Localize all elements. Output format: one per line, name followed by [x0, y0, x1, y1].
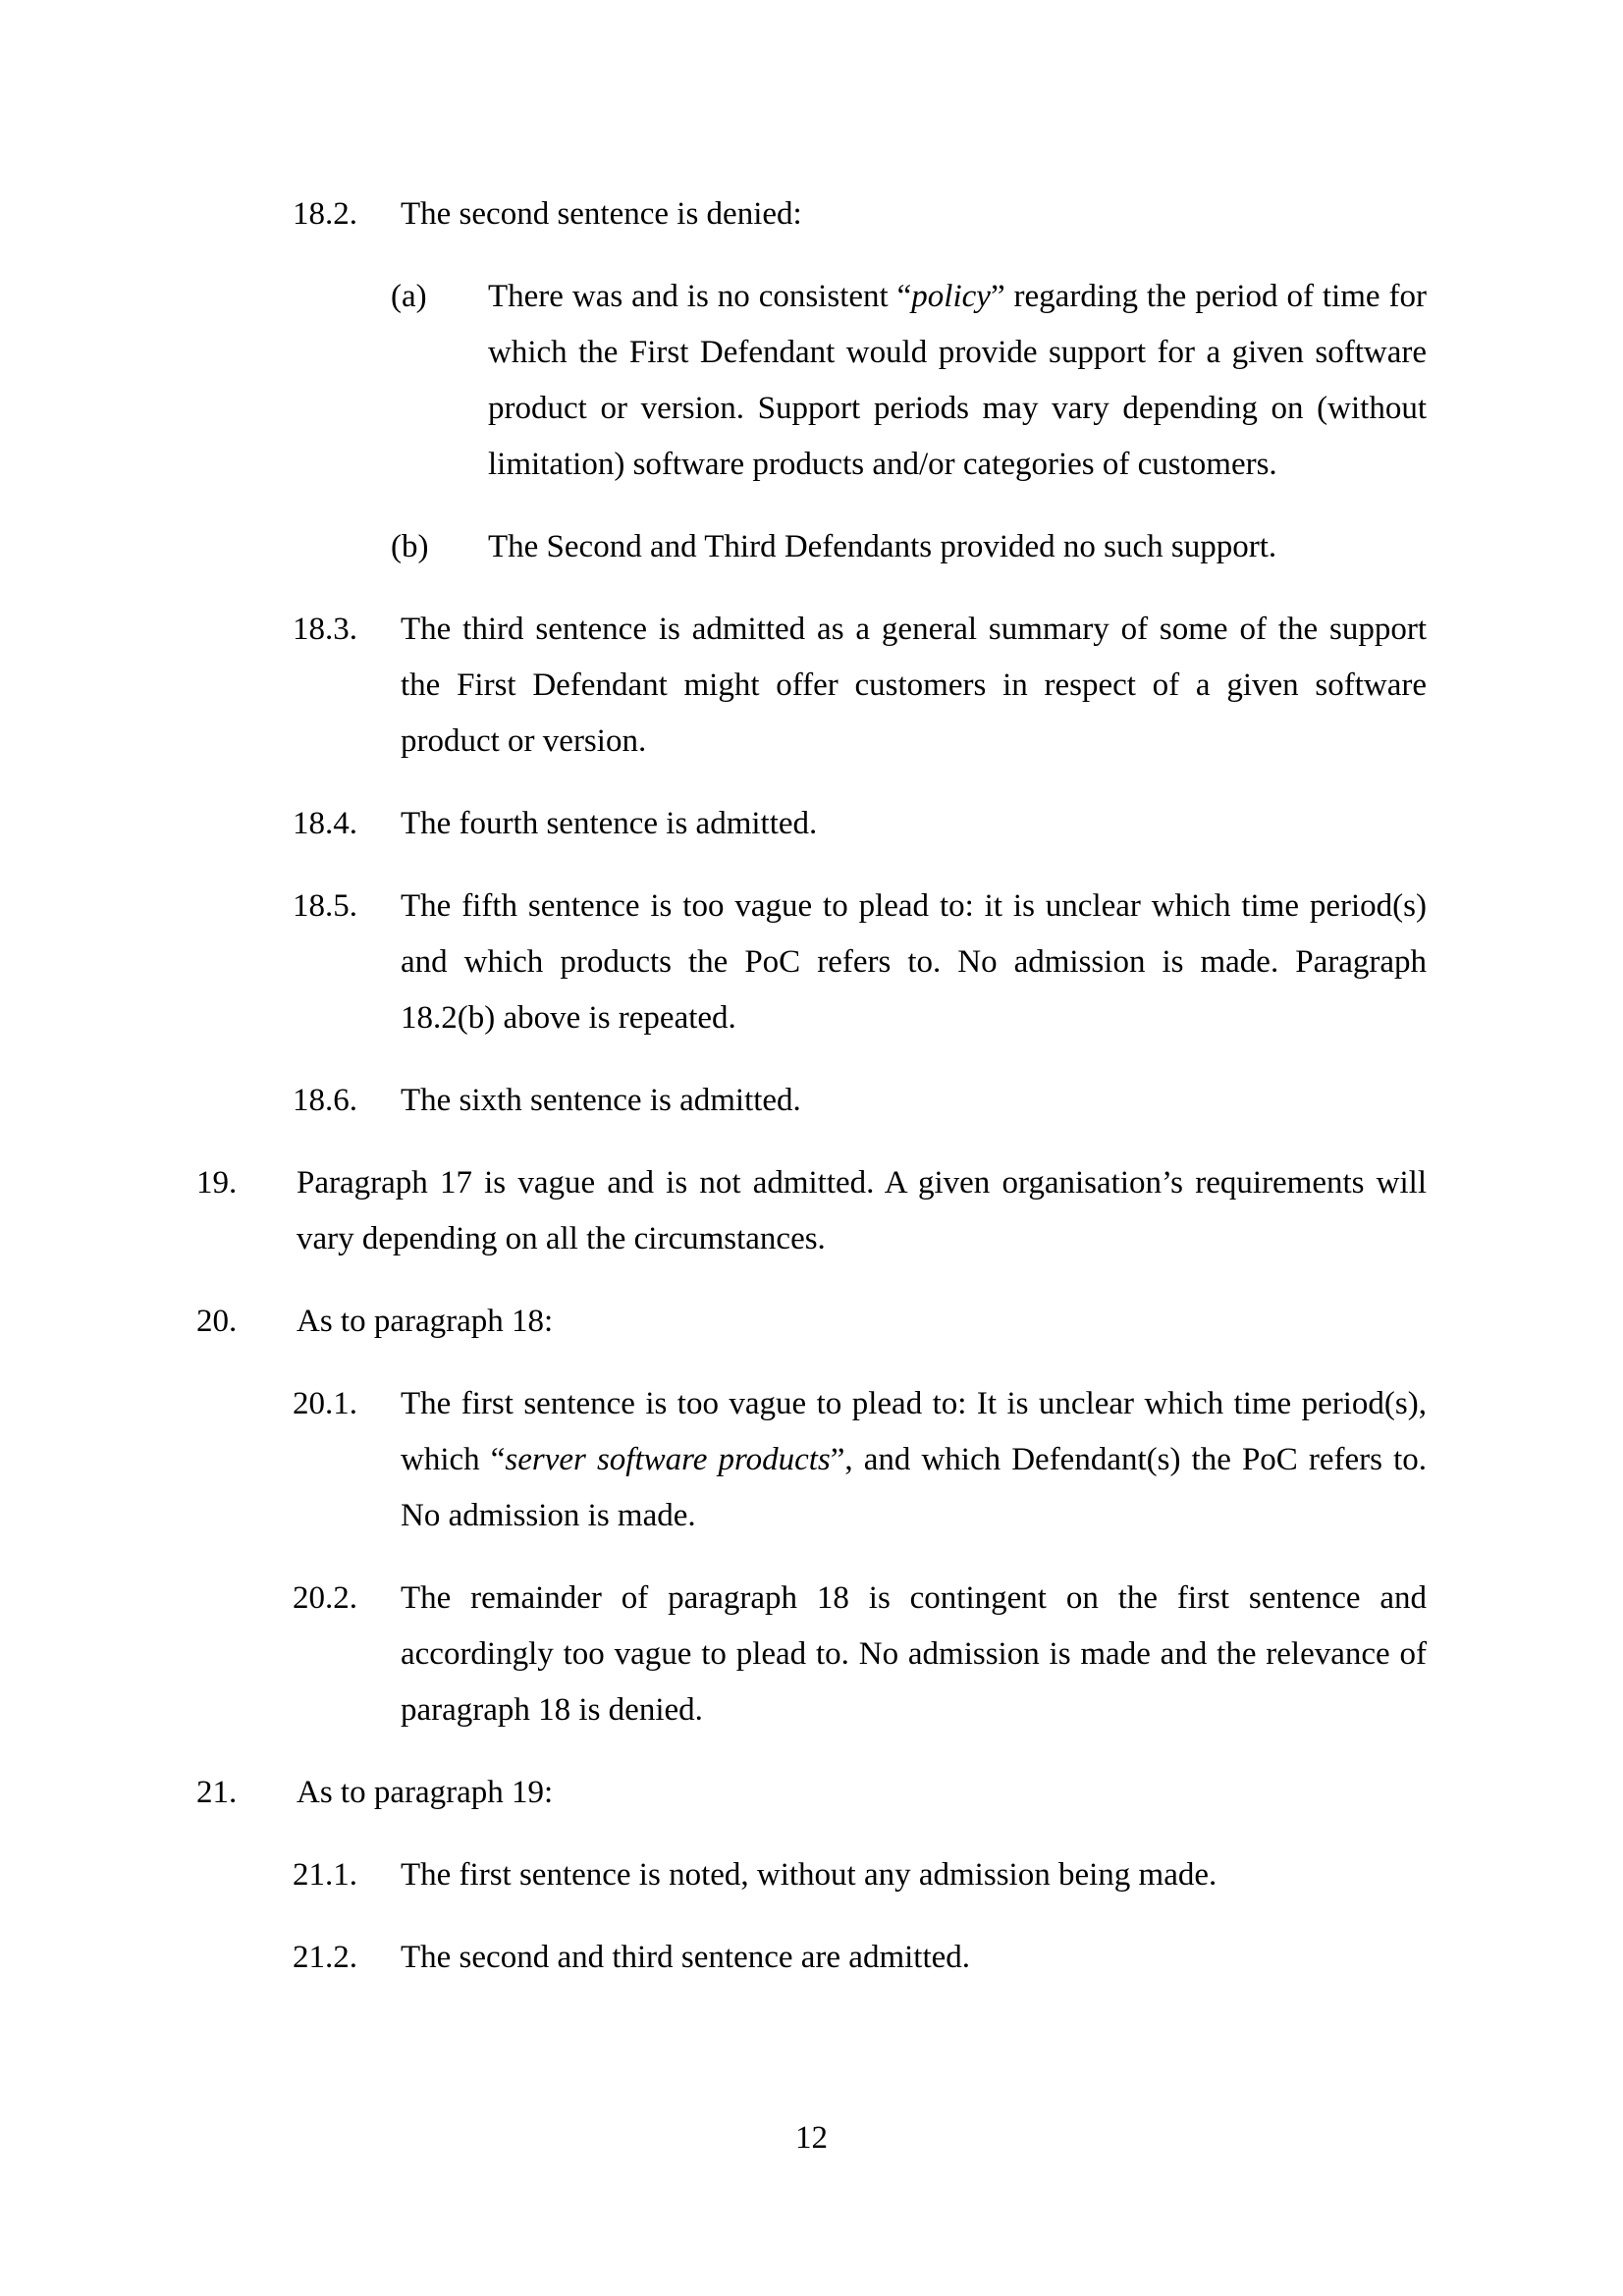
paragraph-18-5: [293, 879, 1427, 1046]
text-run: There was and is no consistent “: [488, 279, 912, 314]
paragraph-number: (a): [391, 279, 427, 314]
paragraph-number: 21.2.: [293, 1940, 357, 1975]
paragraph-text: The fifth sentence is too vague to plead to: it is unclear which time period(s) and which products the PoC refers to. No admission is made. Paragraph 18.2(b) above is repeated.: [401, 888, 1427, 1036]
paragraph-text: The remainder of paragraph 18 is contingent on the first sentence and accordingly too vague to plead to. No admission is made and the relevance of paragraph 18 is denied.: [401, 1580, 1427, 1728]
italic-text-run: policy: [911, 279, 991, 314]
paragraph-18-2-b: [391, 519, 1427, 575]
paragraph-20: [196, 1294, 1427, 1350]
paragraph-text: The fourth sentence is admitted.: [401, 806, 818, 841]
paragraph-number: 18.6.: [293, 1083, 357, 1118]
paragraph-number: (b): [391, 529, 429, 564]
paragraph-number: 19.: [196, 1165, 238, 1201]
paragraph-21: [196, 1765, 1427, 1821]
paragraph-text: The second sentence is denied:: [401, 196, 802, 232]
paragraph-number: 21.1.: [293, 1857, 357, 1893]
paragraph-text: The second and third sentence are admitted.: [401, 1940, 971, 1975]
paragraph-number: 20.: [196, 1304, 238, 1339]
paragraph-19: [196, 1155, 1427, 1267]
paragraph-18-3: [293, 602, 1427, 770]
paragraph-text: The Second and Third Defendants provided no such support.: [488, 529, 1277, 564]
paragraph-number: 18.4.: [293, 806, 357, 841]
paragraph-20-1: [293, 1376, 1427, 1544]
paragraph-18-6: [293, 1073, 1427, 1129]
paragraph-text: Paragraph 17 is vague and is not admitted. A given organisation’s requirements will vary depending on all the circumstances.: [297, 1165, 1427, 1256]
paragraph-21-2: [293, 1930, 1427, 1986]
paragraph-text: As to paragraph 19:: [297, 1775, 554, 1810]
paragraph-number: 20.2.: [293, 1580, 357, 1616]
document-body: [0, 187, 1623, 2012]
paragraph-text: The third sentence is admitted as a general summary of some of the support the First Defendant might offer customers in respect of a given software product or version.: [401, 612, 1427, 759]
paragraph-number: 21.: [196, 1775, 238, 1810]
text-run: The first sentence is too vague to plead to: It is unclear which time period(s), which “: [401, 1386, 1427, 1477]
paragraph-number: 18.3.: [293, 612, 357, 647]
paragraph-number: 18.5.: [293, 888, 357, 924]
paragraph-text: [401, 1386, 1427, 1533]
italic-text-run: server software products: [505, 1442, 831, 1477]
paragraph-number: 18.2.: [293, 196, 357, 232]
paragraph-18-2: [293, 187, 1427, 242]
text-run: ” regarding the period of time for which the First Defendant would provide support for a given software product or version. Support periods may vary depending on (without limitation) software products and/or categories of customers.: [488, 279, 1428, 482]
paragraph-text: The sixth sentence is admitted.: [401, 1083, 801, 1118]
paragraph-number: 20.1.: [293, 1386, 357, 1421]
paragraph-20-2: [293, 1571, 1427, 1738]
paragraph-18-2-a: [391, 269, 1428, 493]
paragraph-text: The first sentence is noted, without any admission being made.: [401, 1857, 1217, 1893]
page-number: 12: [795, 2120, 828, 2156]
text-run: ”, and which Defendant(s) the PoC refers to. No admission is made.: [401, 1442, 1427, 1533]
paragraph-21-1: [293, 1847, 1427, 1903]
paragraph-text: [488, 279, 1427, 482]
paragraph-text: As to paragraph 18:: [297, 1304, 554, 1339]
paragraph-18-4: [293, 796, 1427, 852]
